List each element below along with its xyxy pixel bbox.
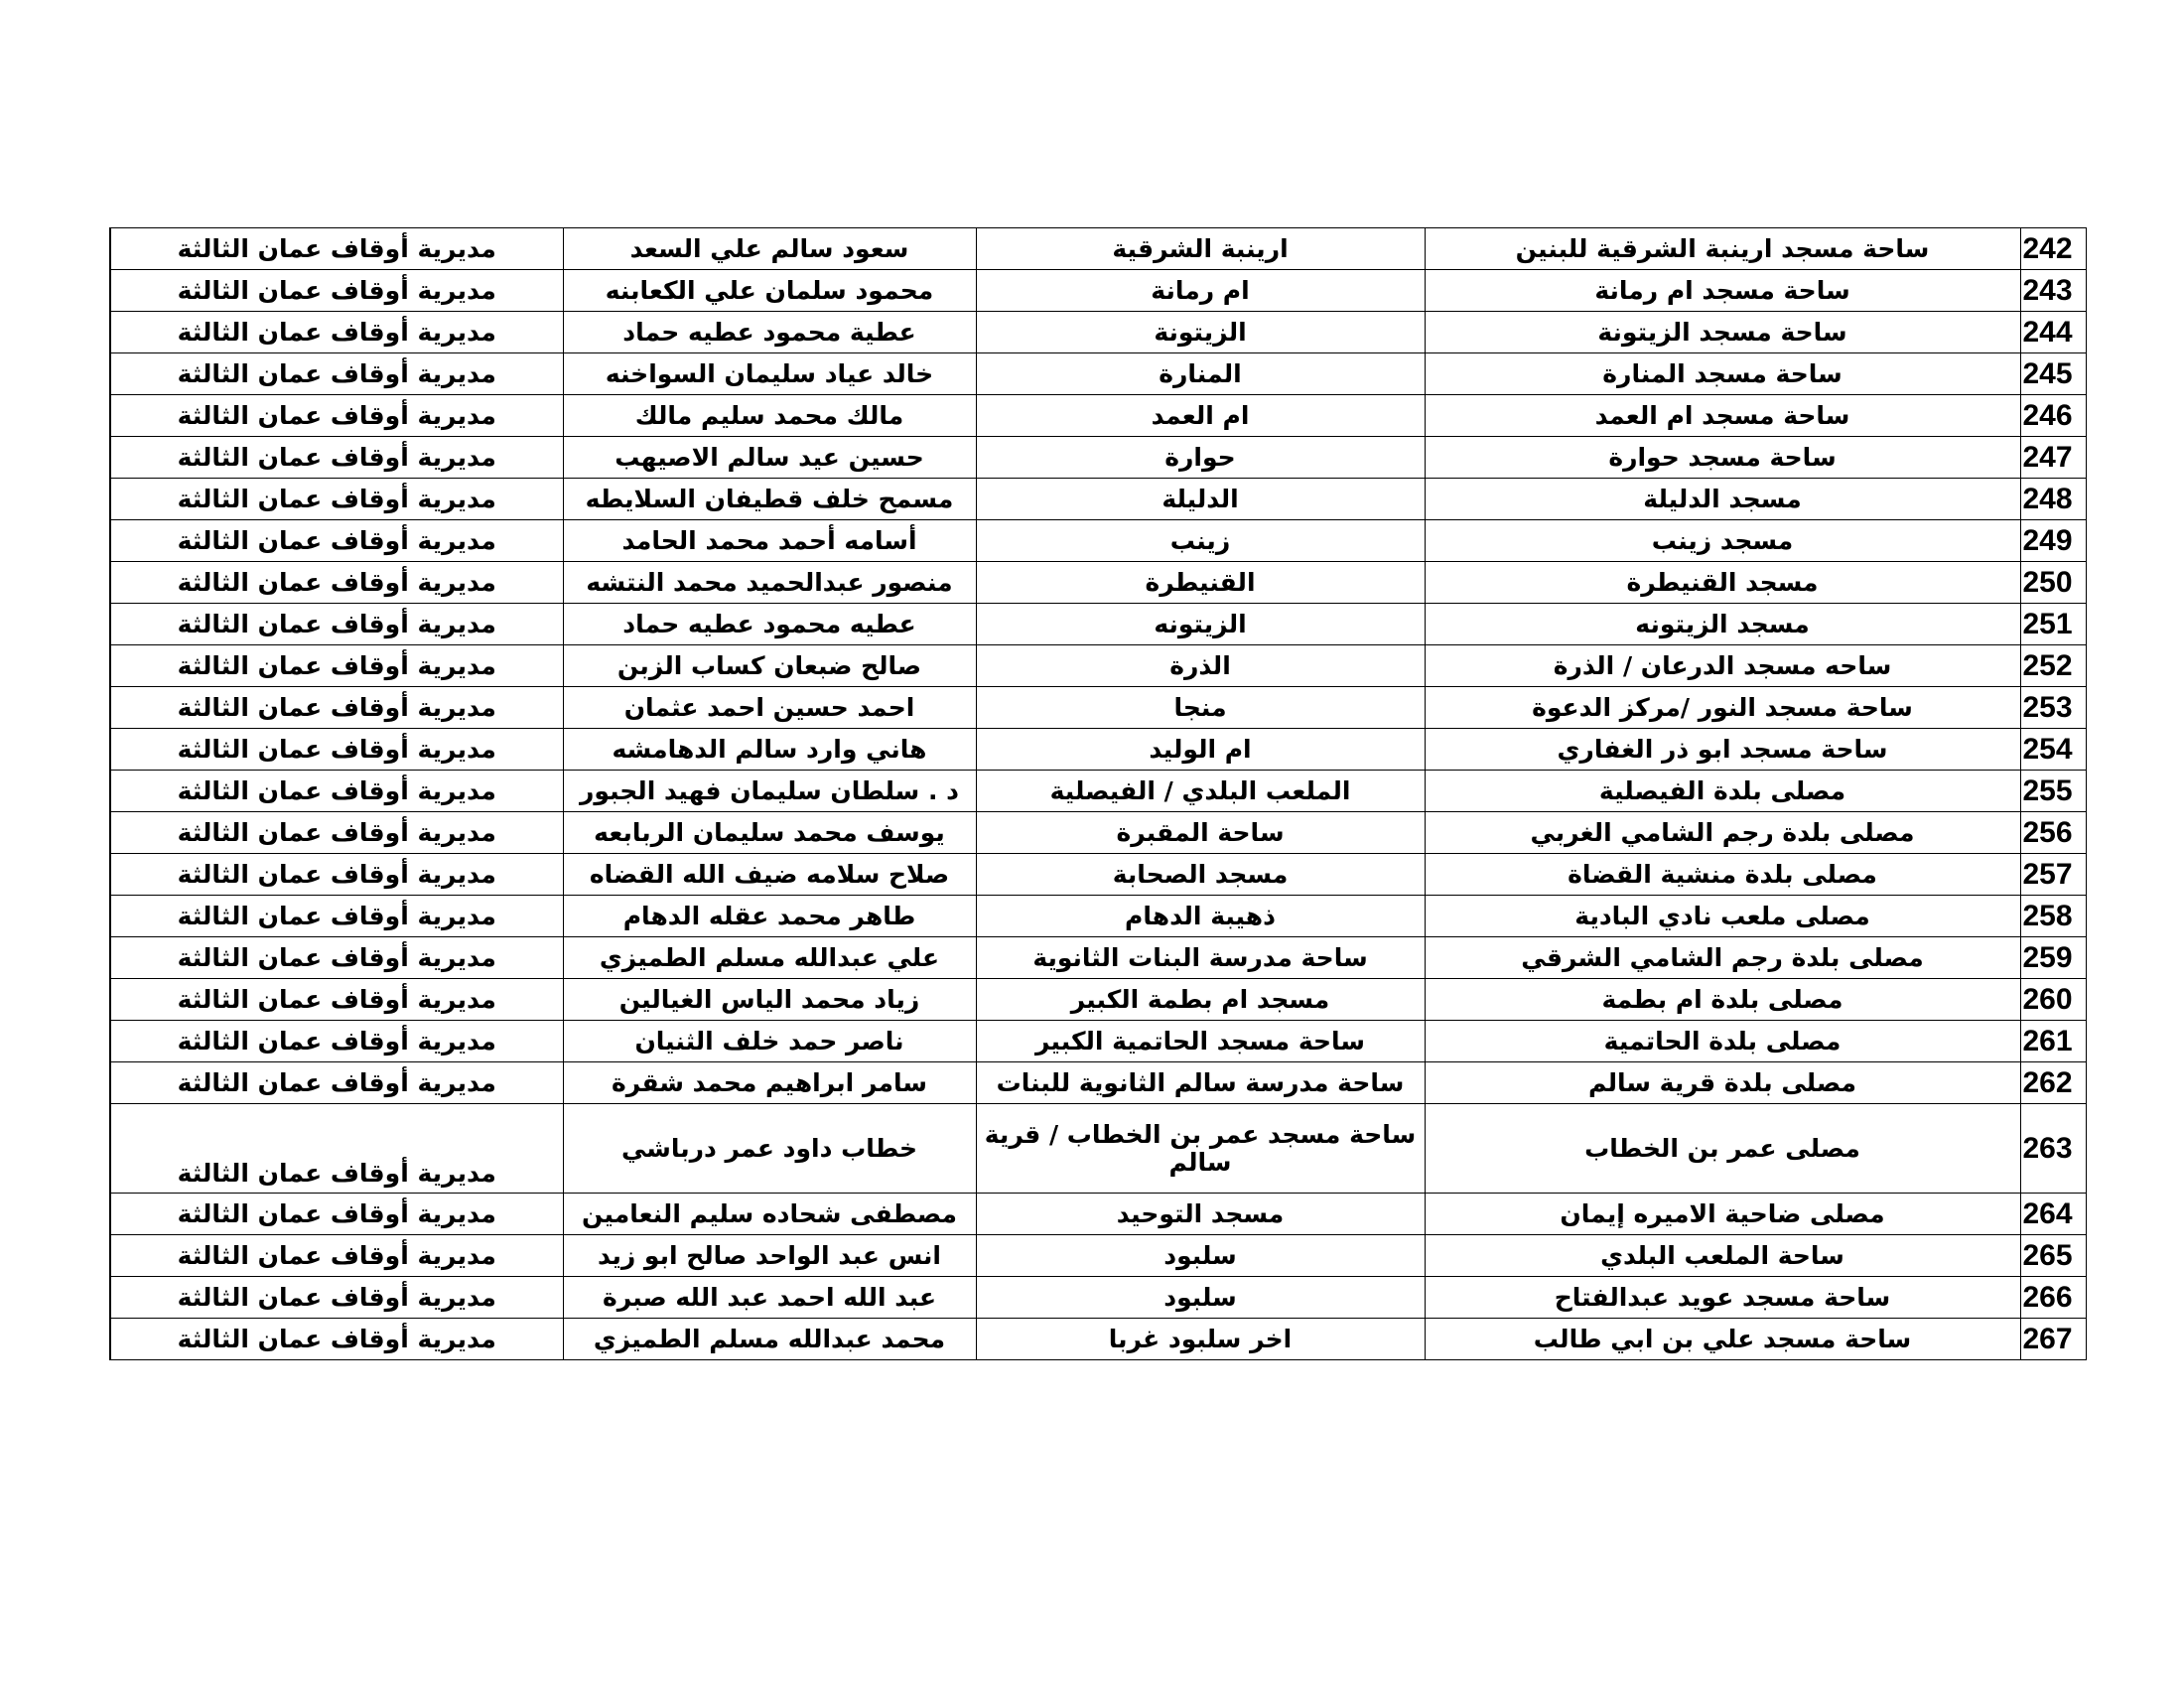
site-name: ساحة الملعب البلدي — [1425, 1235, 2020, 1277]
table-row — [110, 520, 2086, 562]
row-number: 245 — [2020, 353, 2086, 395]
site-name: مسجد الدليلة — [1425, 479, 2020, 520]
area-name: ساحة مسجد عمر بن الخطاب / قرية سالم — [976, 1104, 1425, 1194]
site-name: ساحه مسجد الدرعان / الذرة — [1425, 645, 2020, 687]
person-name: صالح ضبعان كساب الزبن — [563, 645, 976, 687]
row-number: 264 — [2020, 1194, 2086, 1235]
directorate-name: مديرية أوقاف عمان الثالثة — [110, 520, 563, 562]
area-name: ام العمد — [976, 395, 1425, 437]
area-name: مسجد التوحيد — [976, 1194, 1425, 1235]
person-name: محمد عبدالله مسلم الطميزي — [563, 1319, 976, 1360]
person-name: خالد عياد سليمان السواخنه — [563, 353, 976, 395]
directorate-name: مديرية أوقاف عمان الثالثة — [110, 312, 563, 353]
row-number: 260 — [2020, 979, 2086, 1021]
row-number: 254 — [2020, 729, 2086, 771]
directorate-name: مديرية أوقاف عمان الثالثة — [110, 228, 563, 270]
area-name: ام رمانة — [976, 270, 1425, 312]
directorate-name: مديرية أوقاف عمان الثالثة — [110, 937, 563, 979]
directorate-name: مديرية أوقاف عمان الثالثة — [110, 854, 563, 896]
table-row — [110, 687, 2086, 729]
directorate-name: مديرية أوقاف عمان الثالثة — [110, 1194, 563, 1235]
site-name: مسجد الزيتونه — [1425, 604, 2020, 645]
row-number: 252 — [2020, 645, 2086, 687]
person-name: زياد محمد الياس الغيالين — [563, 979, 976, 1021]
row-number: 257 — [2020, 854, 2086, 896]
prayer-sites-table — [109, 227, 2087, 1360]
person-name: حسين عيد سالم الاصيهب — [563, 437, 976, 479]
site-name: مصلى بلدة قرية سالم — [1425, 1062, 2020, 1104]
row-number: 259 — [2020, 937, 2086, 979]
area-name: ساحة مدرسة البنات الثانوية — [976, 937, 1425, 979]
row-number: 244 — [2020, 312, 2086, 353]
area-name: مسجد الصحابة — [976, 854, 1425, 896]
site-name: ساحة مسجد ام رمانة — [1425, 270, 2020, 312]
site-name: ساحة مسجد ارينبة الشرقية للبنين — [1425, 228, 2020, 270]
row-number: 251 — [2020, 604, 2086, 645]
person-name: صلاح سلامه ضيف الله القضاه — [563, 854, 976, 896]
directorate-name: مديرية أوقاف عمان الثالثة — [110, 1319, 563, 1360]
table-row — [110, 979, 2086, 1021]
site-name: مصلى بلدة الفيصلية — [1425, 771, 2020, 812]
table-row — [110, 937, 2086, 979]
directorate-name: مديرية أوقاف عمان الثالثة — [110, 645, 563, 687]
directorate-name: مديرية أوقاف عمان الثالثة — [110, 771, 563, 812]
table-row — [110, 1104, 2086, 1194]
person-name: مصطفى شحاده سليم النعامين — [563, 1194, 976, 1235]
person-name: علي عبدالله مسلم الطميزي — [563, 937, 976, 979]
directorate-name: مديرية أوقاف عمان الثالثة — [110, 604, 563, 645]
area-name: ذهيبة الدهام — [976, 896, 1425, 937]
site-name: ساحة مسجد عويد عبدالفتاح — [1425, 1277, 2020, 1319]
person-name: هاني وارد سالم الدهامشه — [563, 729, 976, 771]
site-name: مصلى بلدة رجم الشامي الغربي — [1425, 812, 2020, 854]
site-name: ساحة مسجد النور /مركز الدعوة — [1425, 687, 2020, 729]
area-name: منجا — [976, 687, 1425, 729]
directorate-name: مديرية أوقاف عمان الثالثة — [110, 479, 563, 520]
row-number: 255 — [2020, 771, 2086, 812]
directorate-name: مديرية أوقاف عمان الثالثة — [110, 395, 563, 437]
directorate-name: مديرية أوقاف عمان الثالثة — [110, 1104, 563, 1194]
row-number: 261 — [2020, 1021, 2086, 1062]
area-name: سلبود — [976, 1277, 1425, 1319]
table-row — [110, 228, 2086, 270]
site-name: مصلى عمر بن الخطاب — [1425, 1104, 2020, 1194]
row-number: 242 — [2020, 228, 2086, 270]
person-name: خطاب داود عمر درباشي — [563, 1104, 976, 1194]
table-row — [110, 353, 2086, 395]
area-name: الزيتونه — [976, 604, 1425, 645]
directorate-name: مديرية أوقاف عمان الثالثة — [110, 896, 563, 937]
site-name: مسجد زينب — [1425, 520, 2020, 562]
area-name: ساحة مسجد الحاتمية الكبير — [976, 1021, 1425, 1062]
table-row — [110, 395, 2086, 437]
table-row — [110, 645, 2086, 687]
site-name: مسجد القنيطرة — [1425, 562, 2020, 604]
person-name: عبد الله احمد عبد الله صبرة — [563, 1277, 976, 1319]
directorate-name: مديرية أوقاف عمان الثالثة — [110, 437, 563, 479]
area-name: القنيطرة — [976, 562, 1425, 604]
table-row — [110, 562, 2086, 604]
area-name: الذرة — [976, 645, 1425, 687]
directorate-name: مديرية أوقاف عمان الثالثة — [110, 979, 563, 1021]
row-number: 266 — [2020, 1277, 2086, 1319]
table-row — [110, 854, 2086, 896]
person-name: عطيه محمود عطيه حماد — [563, 604, 976, 645]
directorate-name: مديرية أوقاف عمان الثالثة — [110, 1062, 563, 1104]
table-row — [110, 437, 2086, 479]
table-body — [110, 228, 2086, 1360]
row-number: 258 — [2020, 896, 2086, 937]
site-name: ساحة مسجد حوارة — [1425, 437, 2020, 479]
directorate-name: مديرية أوقاف عمان الثالثة — [110, 562, 563, 604]
table-row — [110, 1235, 2086, 1277]
area-name: الملعب البلدي / الفيصلية — [976, 771, 1425, 812]
area-name: زينب — [976, 520, 1425, 562]
row-number: 256 — [2020, 812, 2086, 854]
directorate-name: مديرية أوقاف عمان الثالثة — [110, 812, 563, 854]
table-row — [110, 1194, 2086, 1235]
table-row — [110, 479, 2086, 520]
row-number: 249 — [2020, 520, 2086, 562]
table-row — [110, 1062, 2086, 1104]
row-number: 267 — [2020, 1319, 2086, 1360]
directorate-name: مديرية أوقاف عمان الثالثة — [110, 687, 563, 729]
person-name: أسامه أحمد محمد الحامد — [563, 520, 976, 562]
site-name: مصلى بلدة الحاتمية — [1425, 1021, 2020, 1062]
table-row — [110, 812, 2086, 854]
site-name: ساحة مسجد المنارة — [1425, 353, 2020, 395]
person-name: انس عبد الواحد صالح ابو زيد — [563, 1235, 976, 1277]
area-name: حوارة — [976, 437, 1425, 479]
directorate-name: مديرية أوقاف عمان الثالثة — [110, 729, 563, 771]
table-row — [110, 604, 2086, 645]
site-name: مصلى ضاحية الاميره إيمان — [1425, 1194, 2020, 1235]
person-name: يوسف محمد سليمان الربابعه — [563, 812, 976, 854]
row-number: 263 — [2020, 1104, 2086, 1194]
area-name: ساحة مدرسة سالم الثانوية للبنات — [976, 1062, 1425, 1104]
table-row — [110, 270, 2086, 312]
table-row — [110, 896, 2086, 937]
area-name: ام الوليد — [976, 729, 1425, 771]
person-name: عطية محمود عطيه حماد — [563, 312, 976, 353]
area-name: الدليلة — [976, 479, 1425, 520]
row-number: 262 — [2020, 1062, 2086, 1104]
directorate-name: مديرية أوقاف عمان الثالثة — [110, 1277, 563, 1319]
area-name: مسجد ام بطمة الكبير — [976, 979, 1425, 1021]
directorate-name: مديرية أوقاف عمان الثالثة — [110, 1021, 563, 1062]
directorate-name: مديرية أوقاف عمان الثالثة — [110, 1235, 563, 1277]
site-name: مصلى ملعب نادي البادية — [1425, 896, 2020, 937]
table-row — [110, 312, 2086, 353]
person-name: مالك محمد سليم مالك — [563, 395, 976, 437]
site-name: مصلى بلدة رجم الشامي الشرقي — [1425, 937, 2020, 979]
row-number: 250 — [2020, 562, 2086, 604]
person-name: محمود سلمان علي الكعابنه — [563, 270, 976, 312]
row-number: 248 — [2020, 479, 2086, 520]
table-row — [110, 729, 2086, 771]
area-name: ساحة المقبرة — [976, 812, 1425, 854]
table-row — [110, 1277, 2086, 1319]
directorate-name: مديرية أوقاف عمان الثالثة — [110, 353, 563, 395]
site-name: مصلى بلدة منشية القضاة — [1425, 854, 2020, 896]
person-name: د . سلطان سليمان فهيد الجبور — [563, 771, 976, 812]
person-name: ناصر حمد خلف الثنيان — [563, 1021, 976, 1062]
site-name: ساحة مسجد الزيتونة — [1425, 312, 2020, 353]
area-name: ارينبة الشرقية — [976, 228, 1425, 270]
person-name: سعود سالم علي السعد — [563, 228, 976, 270]
area-name: اخر سلبود غربا — [976, 1319, 1425, 1360]
person-name: سامر ابراهيم محمد شقرة — [563, 1062, 976, 1104]
table-row — [110, 1319, 2086, 1360]
table-row — [110, 1021, 2086, 1062]
area-name: سلبود — [976, 1235, 1425, 1277]
area-name: الزيتونة — [976, 312, 1425, 353]
row-number: 246 — [2020, 395, 2086, 437]
row-number: 247 — [2020, 437, 2086, 479]
site-name: مصلى بلدة ام بطمة — [1425, 979, 2020, 1021]
site-name: ساحة مسجد علي بن ابي طالب — [1425, 1319, 2020, 1360]
table-row — [110, 771, 2086, 812]
row-number: 243 — [2020, 270, 2086, 312]
site-name: ساحة مسجد ام العمد — [1425, 395, 2020, 437]
person-name: احمد حسين احمد عثمان — [563, 687, 976, 729]
person-name: مسمح خلف قطيفان السلايطه — [563, 479, 976, 520]
row-number: 265 — [2020, 1235, 2086, 1277]
row-number: 253 — [2020, 687, 2086, 729]
person-name: منصور عبدالحميد محمد النتشه — [563, 562, 976, 604]
area-name: المنارة — [976, 353, 1425, 395]
site-name: ساحة مسجد ابو ذر الغفاري — [1425, 729, 2020, 771]
directorate-name: مديرية أوقاف عمان الثالثة — [110, 270, 563, 312]
person-name: طاهر محمد عقله الدهام — [563, 896, 976, 937]
